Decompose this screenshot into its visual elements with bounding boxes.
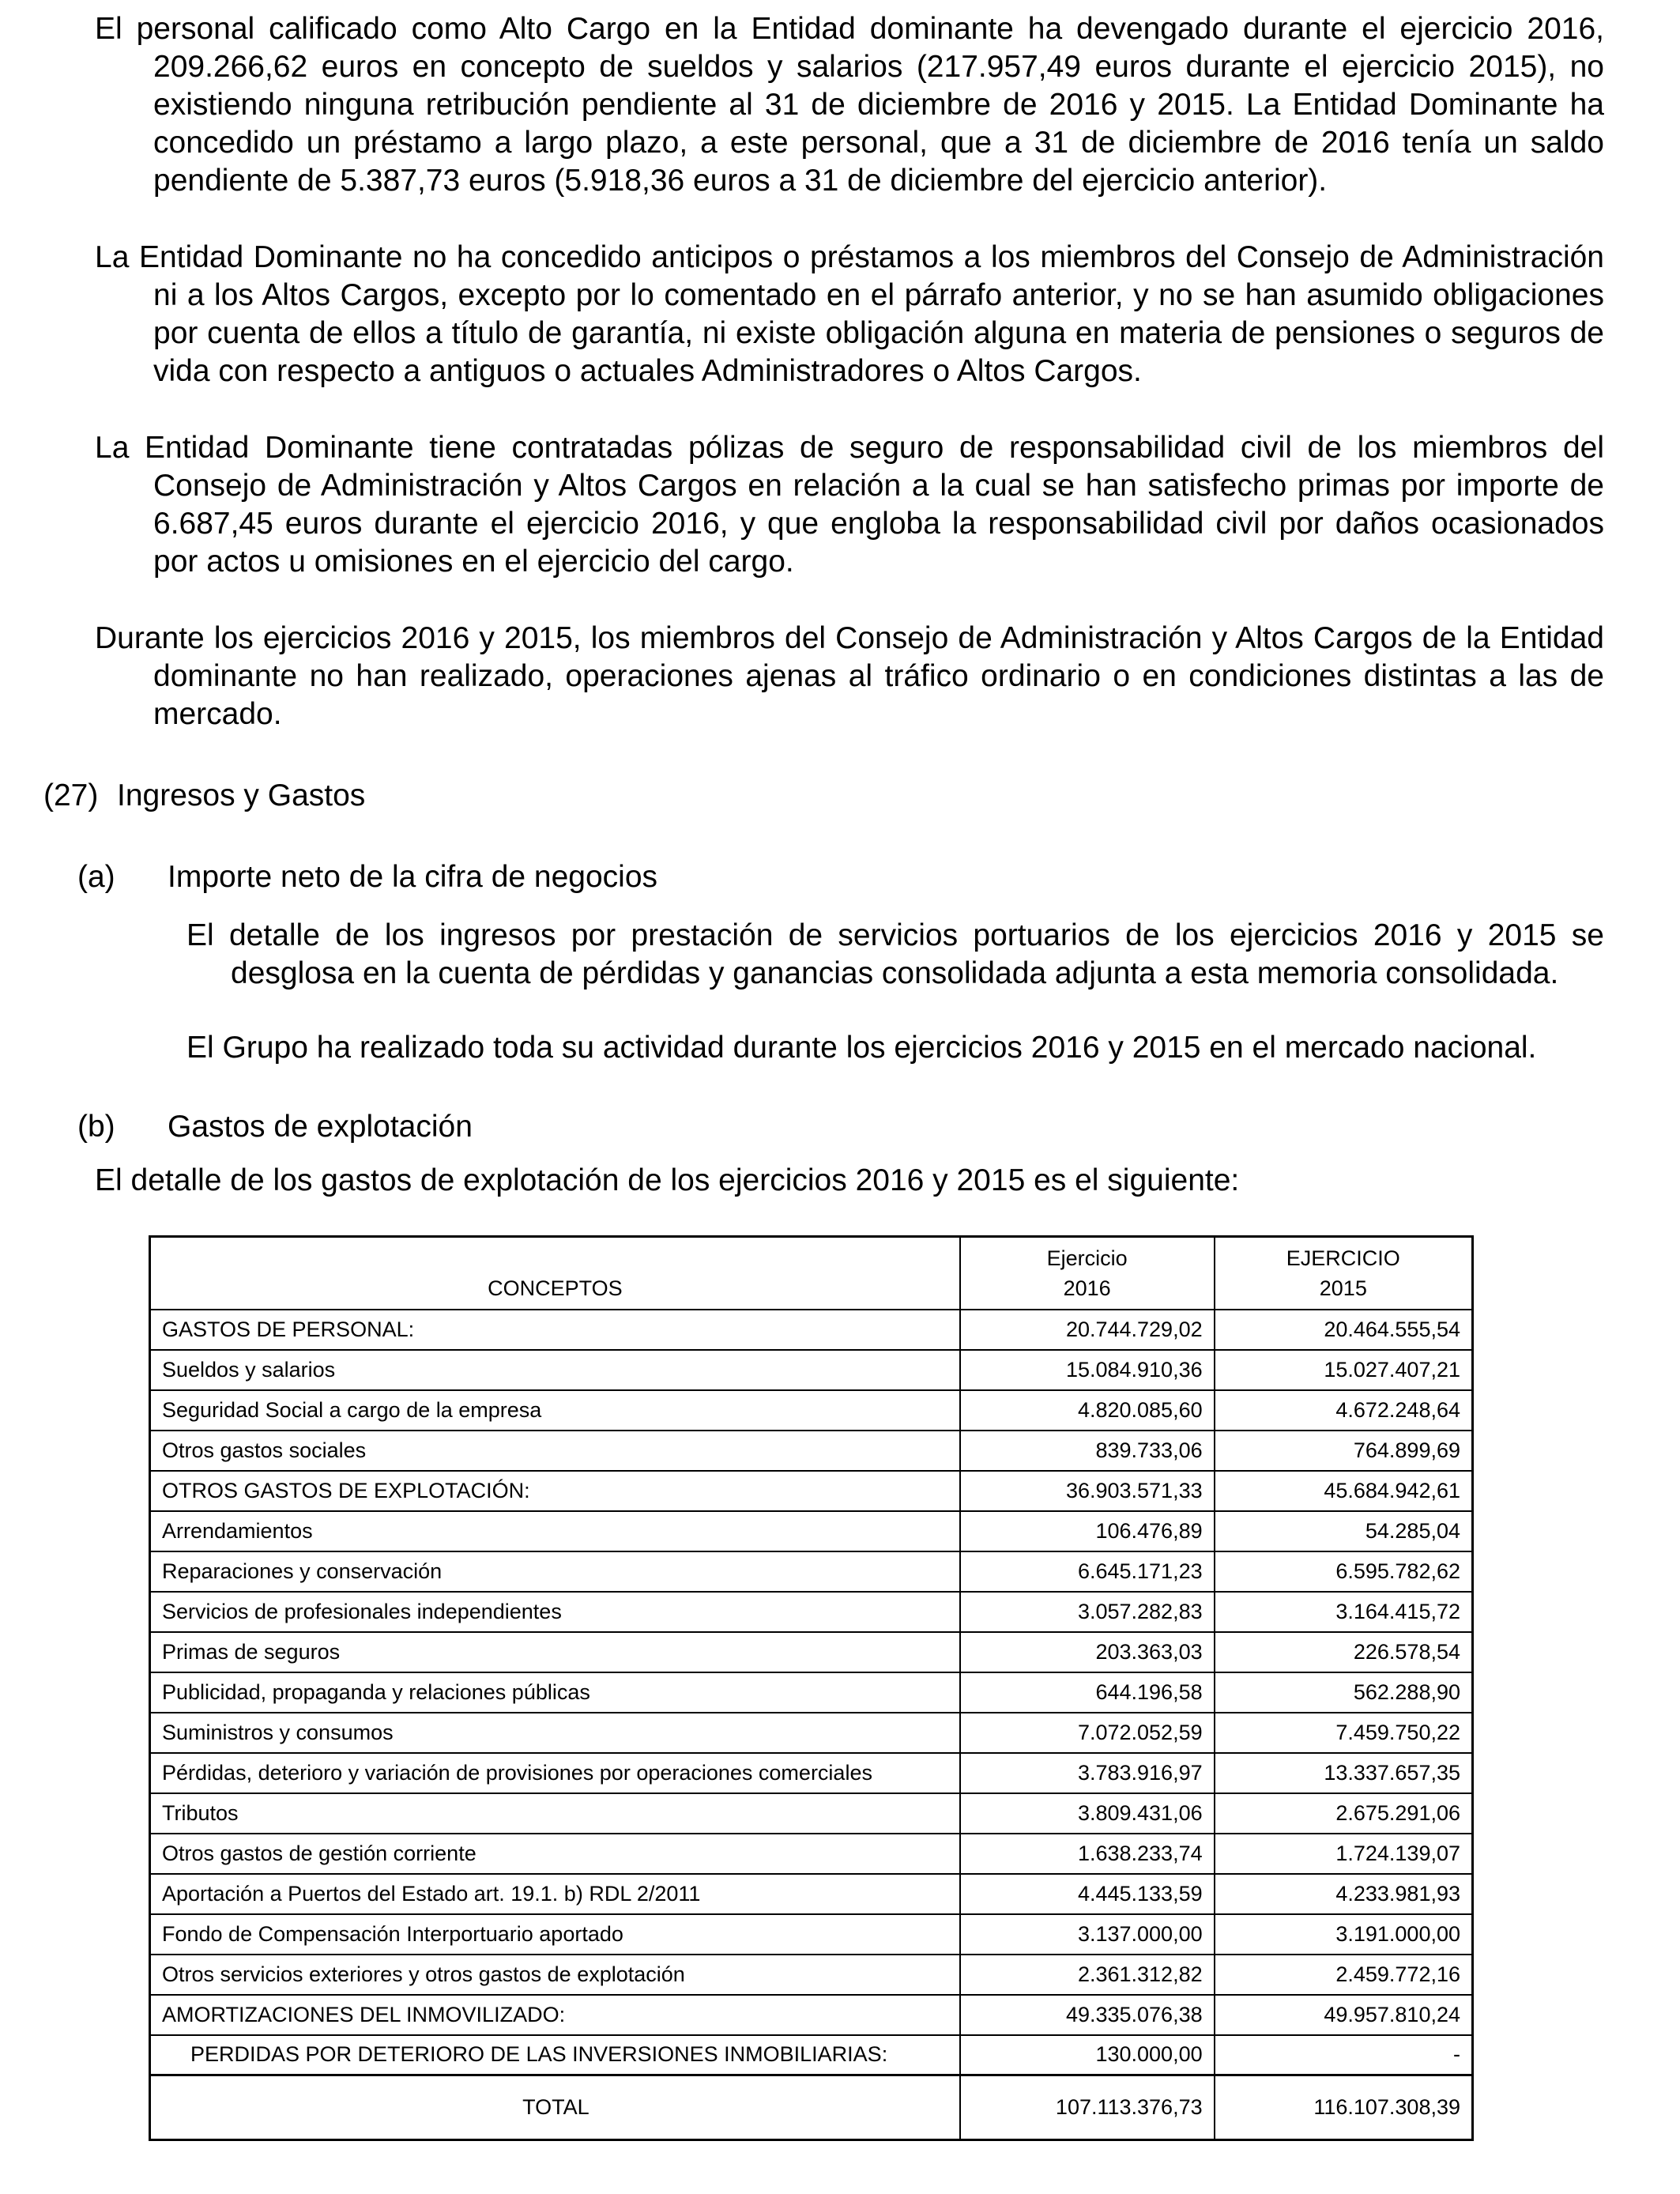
row-value-2015: 764.899,69 (1215, 1431, 1473, 1471)
paragraph-polizas: La Entidad Dominante tiene contratadas pólizas de seguro de responsabilidad civil de los miembros del Consejo de Administración y Altos Cargos en relación a la cual se han satisfecho primas por importe de 6.687,45 euros durante el ejercicio 2016, y que engloba la responsabilidad civil por daños ocasionados por actos u omisiones en el ejercicio del cargo. (95, 431, 1604, 579)
row-value-2015: 13.337.657,35 (1215, 1753, 1473, 1793)
row-concept: Seguridad Social a cargo de la empresa (150, 1390, 960, 1431)
row-value-2015: 2.675.291,06 (1215, 1793, 1473, 1834)
row-value-2016: 15.084.910,36 (960, 1350, 1215, 1390)
row-concept: Aportación a Puertos del Estado art. 19.1. b) RDL 2/2011 (150, 1874, 960, 1914)
header-2016 (960, 1237, 1215, 1310)
row-concept: Otros gastos sociales (150, 1431, 960, 1471)
table-row (150, 1632, 1473, 1672)
row-concept: Arrendamientos (150, 1511, 960, 1551)
table-row (150, 1713, 1473, 1753)
row-concept: Reparaciones y conservación (150, 1551, 960, 1592)
row-value-2015: 20.464.555,54 (1215, 1310, 1473, 1350)
table-row (150, 2035, 1473, 2075)
sub-b-title: Gastos de explotación (168, 1110, 473, 1144)
table-row (150, 1592, 1473, 1632)
row-value-2016: 3.057.282,83 (960, 1592, 1215, 1632)
row-value-2016: 130.000,00 (960, 2035, 1215, 2075)
row-concept: OTROS GASTOS DE EXPLOTACIÓN: (150, 1471, 960, 1511)
row-value-2016: 3.783.916,97 (960, 1753, 1215, 1793)
row-value-2016: 839.733,06 (960, 1431, 1215, 1471)
row-concept: Otros gastos de gestión corriente (150, 1834, 960, 1874)
row-value-2016: 49.335.076,38 (960, 1995, 1215, 2035)
row-concept: AMORTIZACIONES DEL INMOVILIZADO: (150, 1995, 960, 2035)
paragraph-alto-cargo: El personal calificado como Alto Cargo en la Entidad dominante ha devengado durante el ejercicio 2016, 209.266,62 euros en concepto de sueldos y salarios (217.957,49 euros durante el ejercicio 2015), no existiendo ninguna retribución pendiente al 31 de diciembre de 2016 y 2015. La Entidad Dominante ha concedido un préstamo a largo plazo, a este personal, que a 31 de diciembre de 2016 tenía un saldo pendiente de 5.387,73 euros (5.918,36 euros a 31 de diciembre del ejercicio anterior). (95, 12, 1604, 198)
table-row (150, 1511, 1473, 1551)
row-value-2015: 3.191.000,00 (1215, 1914, 1473, 1955)
table-row (150, 1914, 1473, 1955)
row-value-2016: 36.903.571,33 (960, 1471, 1215, 1511)
table-row (150, 1874, 1473, 1914)
table-row (150, 1350, 1473, 1390)
row-concept: Sueldos y salarios (150, 1350, 960, 1390)
row-value-2015: 562.288,90 (1215, 1672, 1473, 1713)
paragraph-mercado-nacional: El Grupo ha realizado toda su actividad durante los ejercicios 2016 y 2015 en el mercado nacional. (186, 1031, 1537, 1065)
row-value-2015: 54.285,04 (1215, 1511, 1473, 1551)
sub-b-label: (b) (77, 1110, 115, 1144)
section-number: (27) (43, 778, 99, 812)
row-concept: Primas de seguros (150, 1632, 960, 1672)
expenses-table (149, 1235, 1474, 2141)
paragraph-anticipos: La Entidad Dominante no ha concedido anticipos o préstamos a los miembros del Consejo de Administración ni a los Altos Cargos, excepto por lo comentado en el párrafo anterior, y no se han asumido obligaciones por cuenta de ellos a título de garantía, ni existe obligación alguna en materia de pensiones o seguros de vida con respecto a antiguos o actuales Administradores o Altos Cargos. (95, 240, 1604, 388)
header-2016-line1: Ejercicio (1046, 1246, 1128, 1270)
paragraph-gastos-intro: El detalle de los gastos de explotación de los ejercicios 2016 y 2015 es el siguiente: (95, 1163, 1240, 1197)
row-value-2016: 203.363,03 (960, 1632, 1215, 1672)
paragraph-ingresos: El detalle de los ingresos por prestación de servicios portuarios de los ejercicios 2016 y 2015 se desglosa en la cuenta de pérdidas y ganancias consolidada adjunta a esta memoria consolidada. (186, 918, 1604, 990)
table-row (150, 1672, 1473, 1713)
row-value-2015: 15.027.407,21 (1215, 1350, 1473, 1390)
table-row (150, 1390, 1473, 1431)
header-concepts: CONCEPTOS (150, 1237, 960, 1310)
row-value-2015: 4.233.981,93 (1215, 1874, 1473, 1914)
table-row (150, 1310, 1473, 1350)
table-row (150, 1995, 1473, 2035)
table-row (150, 1955, 1473, 1995)
row-value-2016: 106.476,89 (960, 1511, 1215, 1551)
row-value-2016: 3.137.000,00 (960, 1914, 1215, 1955)
table-row (150, 1551, 1473, 1592)
row-value-2015: 226.578,54 (1215, 1632, 1473, 1672)
table-row (150, 1753, 1473, 1793)
section-title: Ingresos y Gastos (117, 778, 366, 812)
row-value-2015: 4.672.248,64 (1215, 1390, 1473, 1431)
sub-a-label: (a) (77, 860, 115, 894)
row-value-2015: 1.724.139,07 (1215, 1834, 1473, 1874)
row-concept: Pérdidas, deterioro y variación de provisiones por operaciones comerciales (150, 1753, 960, 1793)
row-value-2016: 6.645.171,23 (960, 1551, 1215, 1592)
total-value-2015: 116.107.308,39 (1215, 2075, 1473, 2140)
row-concept: Otros servicios exteriores y otros gastos de explotación (150, 1955, 960, 1995)
row-value-2015: 6.595.782,62 (1215, 1551, 1473, 1592)
header-2015-line2: 2015 (1319, 1276, 1367, 1300)
row-value-2015: 7.459.750,22 (1215, 1713, 1473, 1753)
header-2015 (1215, 1237, 1473, 1310)
table-row (150, 1471, 1473, 1511)
total-value-2016: 107.113.376,73 (960, 2075, 1215, 2140)
sub-a-title: Importe neto de la cifra de negocios (168, 860, 658, 894)
row-concept: Tributos (150, 1793, 960, 1834)
row-value-2015: 3.164.415,72 (1215, 1592, 1473, 1632)
row-value-2016: 7.072.052,59 (960, 1713, 1215, 1753)
table-total-row (150, 2075, 1473, 2140)
row-value-2015: 2.459.772,16 (1215, 1955, 1473, 1995)
paragraph-operaciones: Durante los ejercicios 2016 y 2015, los miembros del Consejo de Administración y Altos Cargos de la Entidad dominante no han realizado, operaciones ajenas al tráfico ordinario o en condiciones distintas a las de mercado. (95, 621, 1604, 731)
row-value-2016: 4.445.133,59 (960, 1874, 1215, 1914)
row-value-2016: 20.744.729,02 (960, 1310, 1215, 1350)
row-value-2016: 4.820.085,60 (960, 1390, 1215, 1431)
row-concept: Suministros y consumos (150, 1713, 960, 1753)
table-row (150, 1431, 1473, 1471)
row-concept: PERDIDAS POR DETERIORO DE LAS INVERSIONES INMOBILIARIAS: (150, 2035, 960, 2075)
header-2016-line2: 2016 (1063, 1276, 1111, 1300)
row-value-2016: 3.809.431,06 (960, 1793, 1215, 1834)
row-concept: Publicidad, propaganda y relaciones públicas (150, 1672, 960, 1713)
row-value-2015: - (1215, 2035, 1473, 2075)
header-2015-line1: EJERCICIO (1286, 1246, 1400, 1270)
row-value-2016: 1.638.233,74 (960, 1834, 1215, 1874)
row-value-2016: 2.361.312,82 (960, 1955, 1215, 1995)
row-value-2015: 45.684.942,61 (1215, 1471, 1473, 1511)
table-row (150, 1834, 1473, 1874)
row-concept: Fondo de Compensación Interportuario aportado (150, 1914, 960, 1955)
row-concept: Servicios de profesionales independientes (150, 1592, 960, 1632)
table-header-row (150, 1237, 1473, 1310)
table-row (150, 1793, 1473, 1834)
row-value-2016: 644.196,58 (960, 1672, 1215, 1713)
row-value-2015: 49.957.810,24 (1215, 1995, 1473, 2035)
total-label: TOTAL (150, 2075, 960, 2140)
row-concept: GASTOS DE PERSONAL: (150, 1310, 960, 1350)
